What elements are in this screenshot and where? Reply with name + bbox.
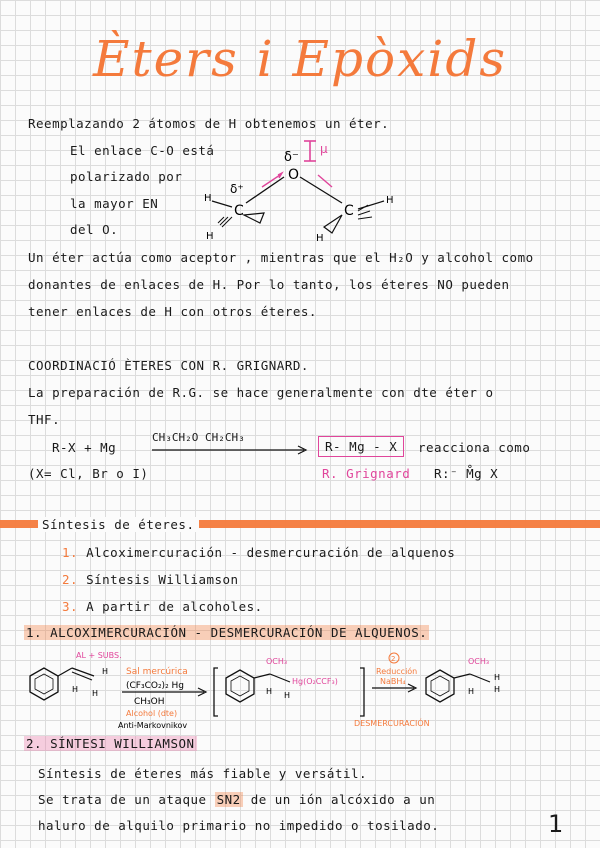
reaction-arrow <box>150 444 310 456</box>
h-atom: H <box>284 691 291 700</box>
intro-side-4: del O. <box>70 222 119 237</box>
h-atom: H <box>102 667 109 676</box>
h-atom: H <box>266 687 273 696</box>
alkoxymercuration-scheme <box>14 646 594 736</box>
grignard-product-box: R- Mg - X <box>318 436 404 457</box>
carbon-atom-left: C <box>234 203 244 219</box>
step-2-number: 2 <box>391 655 396 663</box>
williamson-line-2: Se trata de un ataque SN2 de un ión alcóxido a un <box>38 792 436 807</box>
benzene-ring <box>30 668 58 700</box>
h-atom: H <box>494 685 501 694</box>
synthesis-heading: Síntesis de éteres. <box>38 517 199 532</box>
williamson-line-3: haluro de alquilo primario no impedido o tosilado. <box>38 818 440 833</box>
h-atom: H <box>72 685 79 694</box>
al-subs-label: AL + SUBS. <box>76 651 122 660</box>
reagent-formula: (CF₃CO₂)₂ Hg <box>126 681 185 691</box>
ether-molecule-diagram <box>200 135 420 245</box>
delta-plus-label: δ⁺ <box>230 182 244 196</box>
grignard-x-note: (X= Cl, Br o I) <box>28 466 149 481</box>
page-number: 1 <box>548 810 564 838</box>
h-atom: H <box>468 687 475 696</box>
och3-label: OCH₃ <box>468 657 490 666</box>
h-atom: H <box>386 195 394 206</box>
sn2-highlight: SN2 <box>216 792 241 807</box>
nabh4-label: NaBH₄ <box>380 677 406 686</box>
h-atom: H <box>206 231 214 242</box>
intro-line-3: donantes de enlaces de H. Por lo tanto, los éteres NO pueden <box>28 277 510 292</box>
synthesis-item-1: 1. Alcoximercuración - desmercuración de alquenos <box>62 545 456 560</box>
intro-line-4: tener enlaces de H con otros éteres. <box>28 304 317 319</box>
synthesis-item-2: 2. Síntesis Williamson <box>62 572 239 587</box>
grignard-reacts-as: reacciona como <box>418 440 531 455</box>
page-title: Èters i Epòxids <box>93 30 507 88</box>
intro-side-3: la mayor EN <box>70 196 159 211</box>
intro-side-1: El enlace C-O está <box>70 143 215 158</box>
grignard-line-1: La preparación de R.G. se hace generalmente con dte éter o <box>28 385 494 400</box>
mu-label: μ <box>320 142 328 156</box>
carbon-atom-right: C <box>344 203 354 219</box>
markovnikov-label: Anti-Markovnikov <box>118 721 188 730</box>
reagent-label: Sal mercúrica <box>126 667 188 677</box>
h-atom: H <box>494 673 501 682</box>
h-atom: H <box>316 233 324 244</box>
grignard-anion: R:⁻ M̊g X <box>434 466 499 481</box>
h-atom: H <box>92 689 99 698</box>
synthesis-item-3: 3. A partir de alcoholes. <box>62 599 263 614</box>
intro-side-2: polarizado por <box>70 169 183 184</box>
delta-minus-label: δ⁻ <box>284 150 299 165</box>
h-atom: H <box>204 193 212 204</box>
oxygen-atom: O <box>288 167 300 183</box>
section-1-heading: 1. ALCOXIMERCURACIÓN - DESMERCURACIÓN DE ALQUENOS. <box>26 625 428 640</box>
alcohol-formula: CH₃OH <box>134 697 165 707</box>
grignard-reactant: R-X + Mg <box>52 440 117 455</box>
mercury-substituent: Hg(O₂CCF₃) <box>292 677 338 686</box>
och3-label: OCH₃ <box>266 657 288 666</box>
alcohol-label: Alcohol (dte) <box>126 709 178 718</box>
desmercuration-label: DESMERCURACIÓN <box>354 719 430 728</box>
intro-line-1: Reemplazando 2 átomos de H obtenemos un éter. <box>28 116 390 131</box>
intro-line-2: Un éter actúa como aceptor , mientras que el H₂O y alcohol como <box>28 250 534 265</box>
grignard-rg-label: R. Grignard <box>322 466 411 481</box>
williamson-line-1: Síntesis de éteres más fiable y versátil. <box>38 766 368 781</box>
grignard-solvent: CH₃CH₂O CH₂CH₃ <box>152 431 245 444</box>
grignard-line-2: THF. <box>28 412 61 427</box>
grignard-heading: COORDINACIÓ ÈTERES CON R. GRIGNARD. <box>28 358 309 373</box>
section-2-heading: 2. SÍNTESI WILLIAMSON <box>26 736 195 751</box>
reduction-label: Reducción <box>376 667 418 676</box>
